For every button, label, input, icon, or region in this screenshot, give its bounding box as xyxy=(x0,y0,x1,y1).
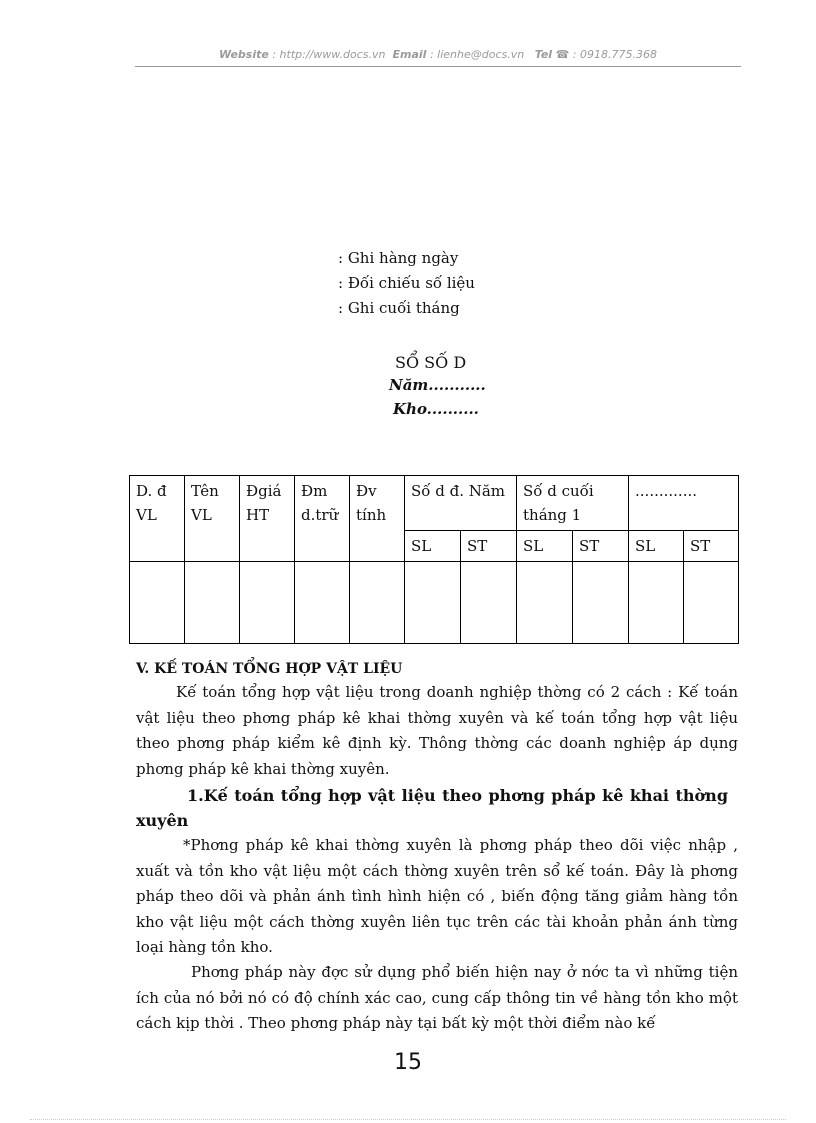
table-cell xyxy=(684,562,739,644)
col-header: Tên VL xyxy=(185,476,240,562)
email-label: Email xyxy=(392,48,427,61)
table-cell xyxy=(629,562,684,644)
website-url[interactable]: : http://www.docs.vn xyxy=(272,48,386,61)
sub-col-header: SL xyxy=(517,531,573,562)
sub-col-header: ST xyxy=(461,531,517,562)
table-cell xyxy=(185,562,240,644)
page-header xyxy=(135,48,741,61)
tel-label: Tel xyxy=(534,48,553,61)
sub-heading: 1.Kế toán tổng hợp vật liệu theo phơng pháp kê khai thờng xuyên xyxy=(136,786,728,830)
ledger-title: SỔ SỐ D xyxy=(395,353,467,372)
ledger-warehouse: Kho.......... xyxy=(393,400,479,418)
sub-col-header: ST xyxy=(573,531,629,562)
legend-month-end: : Ghi cuối tháng xyxy=(338,299,460,317)
sub-col-header: SL xyxy=(629,531,684,562)
body-paragraph: *Phơng pháp kê khai thờng xuyên là phơng pháp theo dõi việc nhập , xuất và tồn kho vật liệu một cách thờng xuyên trên sổ kế toán. Đây là phơng pháp theo dõi và phản ánh tình hình hiện có , biến động tăng giảm hàng tồn kho vật liệu một cách thờng xuyên liên tục trên các tài khoản phản ánh từng loại hàng tồn kho. xyxy=(136,836,738,956)
col-header: Đv tính xyxy=(350,476,405,562)
table-cell xyxy=(350,562,405,644)
legend-daily: : Ghi hàng ngày xyxy=(338,249,459,267)
tel-number: ☎ : 0918.775.368 xyxy=(555,48,657,61)
col-header: ............. xyxy=(629,476,739,531)
table-header-row xyxy=(130,476,739,531)
intro-paragraph: Kế toán tổng hợp vật liệu trong doanh nghiệp thờng có 2 cách : Kế toán vật liệu theo phơng pháp kê khai thờng xuyên và kế toán tổng hợp vật liệu theo phơng pháp kiểm kê định kỳ. Thông thờng các doanh nghiệp áp dụng phơng pháp kê khai thờng xuyên. xyxy=(136,683,738,778)
table-cell xyxy=(461,562,517,644)
website-label: Website xyxy=(219,48,269,61)
table-cell xyxy=(295,562,350,644)
col-header: Đm d.trữ xyxy=(295,476,350,562)
table-cell xyxy=(405,562,461,644)
table-cell xyxy=(517,562,573,644)
table-cell xyxy=(573,562,629,644)
header-divider xyxy=(135,66,741,67)
section-heading: V. KẾ TOÁN TỔNG HỢP VẬT LIỆU xyxy=(136,661,403,677)
ledger-year: Năm........... xyxy=(389,376,486,394)
email-address[interactable]: : lienhe@docs.vn xyxy=(429,48,525,61)
col-header: Đgiá HT xyxy=(240,476,295,562)
legend-reconcile: : Đối chiếu số liệu xyxy=(338,274,475,292)
footer-divider xyxy=(30,1119,786,1120)
sub-col-header: SL xyxy=(405,531,461,562)
col-header: D. đ VL xyxy=(130,476,185,562)
body-paragraph: Phơng pháp này đợc sử dụng phổ biến hiện nay ở nớc ta vì những tiện ích của nó bởi nó có độ chính xác cao, cung cấp thông tin về hàng tồn kho một cách kịp thời . Theo phơng pháp này tại bất kỳ một thời điểm nào kế xyxy=(136,963,738,1032)
page-number: 15 xyxy=(394,1050,422,1075)
table-row xyxy=(130,562,739,644)
col-header: Số d cuối tháng 1 xyxy=(517,476,629,531)
col-header: Số d đ. Năm xyxy=(405,476,517,531)
ledger-table xyxy=(129,475,739,644)
table-cell xyxy=(240,562,295,644)
sub-col-header: ST xyxy=(684,531,739,562)
table-cell xyxy=(130,562,185,644)
